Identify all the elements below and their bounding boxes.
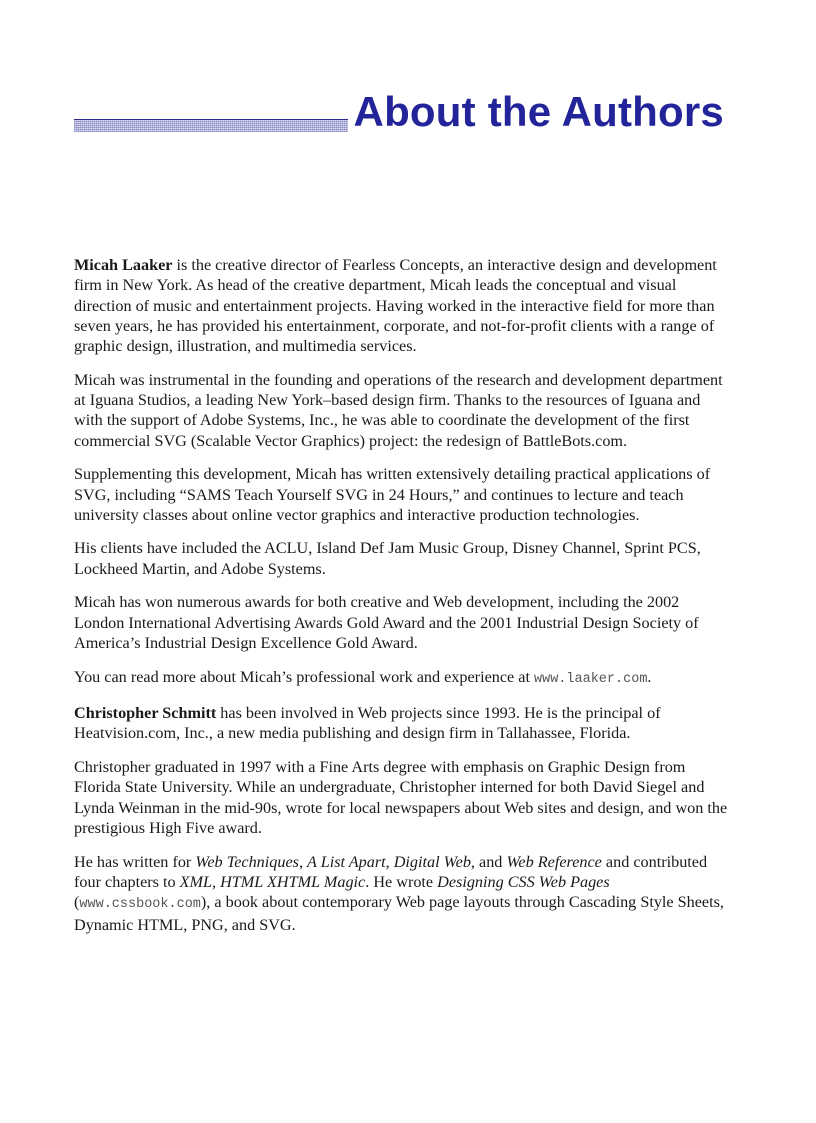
paragraph-text: . He wrote (365, 872, 438, 891)
publication-title: Digital Web (393, 852, 471, 871)
paragraph-text: You can read more about Micah’s professional work and experience at (74, 667, 534, 686)
bio-paragraph-education: Christopher graduated in 1997 with a Fine Arts degree with emphasis on Graphic Design from Florida State University. While an undergraduate, Christopher interned for both David Siegel and Lynda Weinman in the mid-90s, wrote for local newspapers about Web sites and design, and won the prestigious High Five award. (74, 758, 728, 837)
paragraph-text: has been involved in Web projects since 1993. He is the principal of Heatvision.com, Inc., a new media publishing and design firm in Tallahassee, Florida. (74, 704, 661, 743)
laaker-url-link[interactable]: www.laaker.com (534, 671, 648, 687)
bio-paragraph-clients: His clients have included the ACLU, Island Def Jam Music Group, Disney Channel, Sprint PCS, Lockheed Martin, and Adobe Systems. (74, 539, 701, 578)
chapter-header (74, 88, 724, 144)
paragraph-text: , (385, 852, 394, 871)
paragraph-text: ), a book about contemporary Web page layouts through Cascading Style Sheets, Dynamic HTML, PNG, and SVG. (74, 893, 724, 935)
bio-paragraph-website (74, 667, 729, 690)
authors-bio (74, 255, 729, 949)
publication-title: Web Techniques (195, 852, 299, 871)
bio-paragraph-awards: Micah has won numerous awards for both creative and Web development, including the 2002 London International Advertising Awards Gold Award and the 2001 Industrial Design Society of America’s Industrial Design Excellence Gold Award. (74, 593, 699, 652)
author-name-christopher: Christopher Schmitt (74, 704, 217, 723)
publication-title: XML, HTML XHTML Magic (179, 872, 366, 891)
bio-paragraph-iguana: Micah was instrumental in the founding and operations of the research and development department at Iguana Studios, a leading New York–based design firm. Thanks to the resources of Iguana and with the support of Adobe Systems, Inc., he was able to coordinate the development of the first commercial SVG (Scalable Vector Graphics) project: the redesign of BattleBots.com. (74, 370, 723, 450)
paragraph-text: is the creative director of Fearless Concepts, an interactive design and development firm in New York. As head of the creative department, Micah leads the conceptual and visual direction of music and entertainment projects. Having worked in the interactive field for more than seven years, he has provided his entertainment, corporate, and not-for-profit clients with a range of graphic design, illustration, and multimedia services. (74, 256, 717, 356)
paragraph-text: , and (470, 852, 507, 871)
cssbook-url-link[interactable]: www.cssbook.com (79, 897, 201, 913)
book-title: Designing CSS Web Pages (437, 872, 610, 891)
bio-paragraph-publications (74, 852, 729, 936)
publication-title: Web Reference (506, 852, 602, 871)
paragraph-text: ( (74, 893, 80, 912)
bio-paragraph-svg: Supplementing this development, Micah has written extensively detailing practical applications of SVG, including “SAMS Teach Yourself SVG in 24 Hours,” and continues to lecture and teach university classes about online vector graphics and interactive production technologies. (74, 465, 711, 524)
paragraph-text: , (298, 852, 308, 871)
chapter-title: About the Authors (348, 88, 724, 136)
paragraph-text: He has written for (74, 852, 196, 871)
author-name-micah: Micah Laaker (74, 256, 173, 274)
bio-paragraph-christopher-intro (74, 703, 729, 744)
paragraph-text: and contributed four chapters to (74, 852, 708, 891)
paragraph-text: . (647, 667, 652, 686)
bio-paragraph-micah-intro (74, 255, 729, 356)
publication-title: A List Apart (307, 852, 386, 871)
